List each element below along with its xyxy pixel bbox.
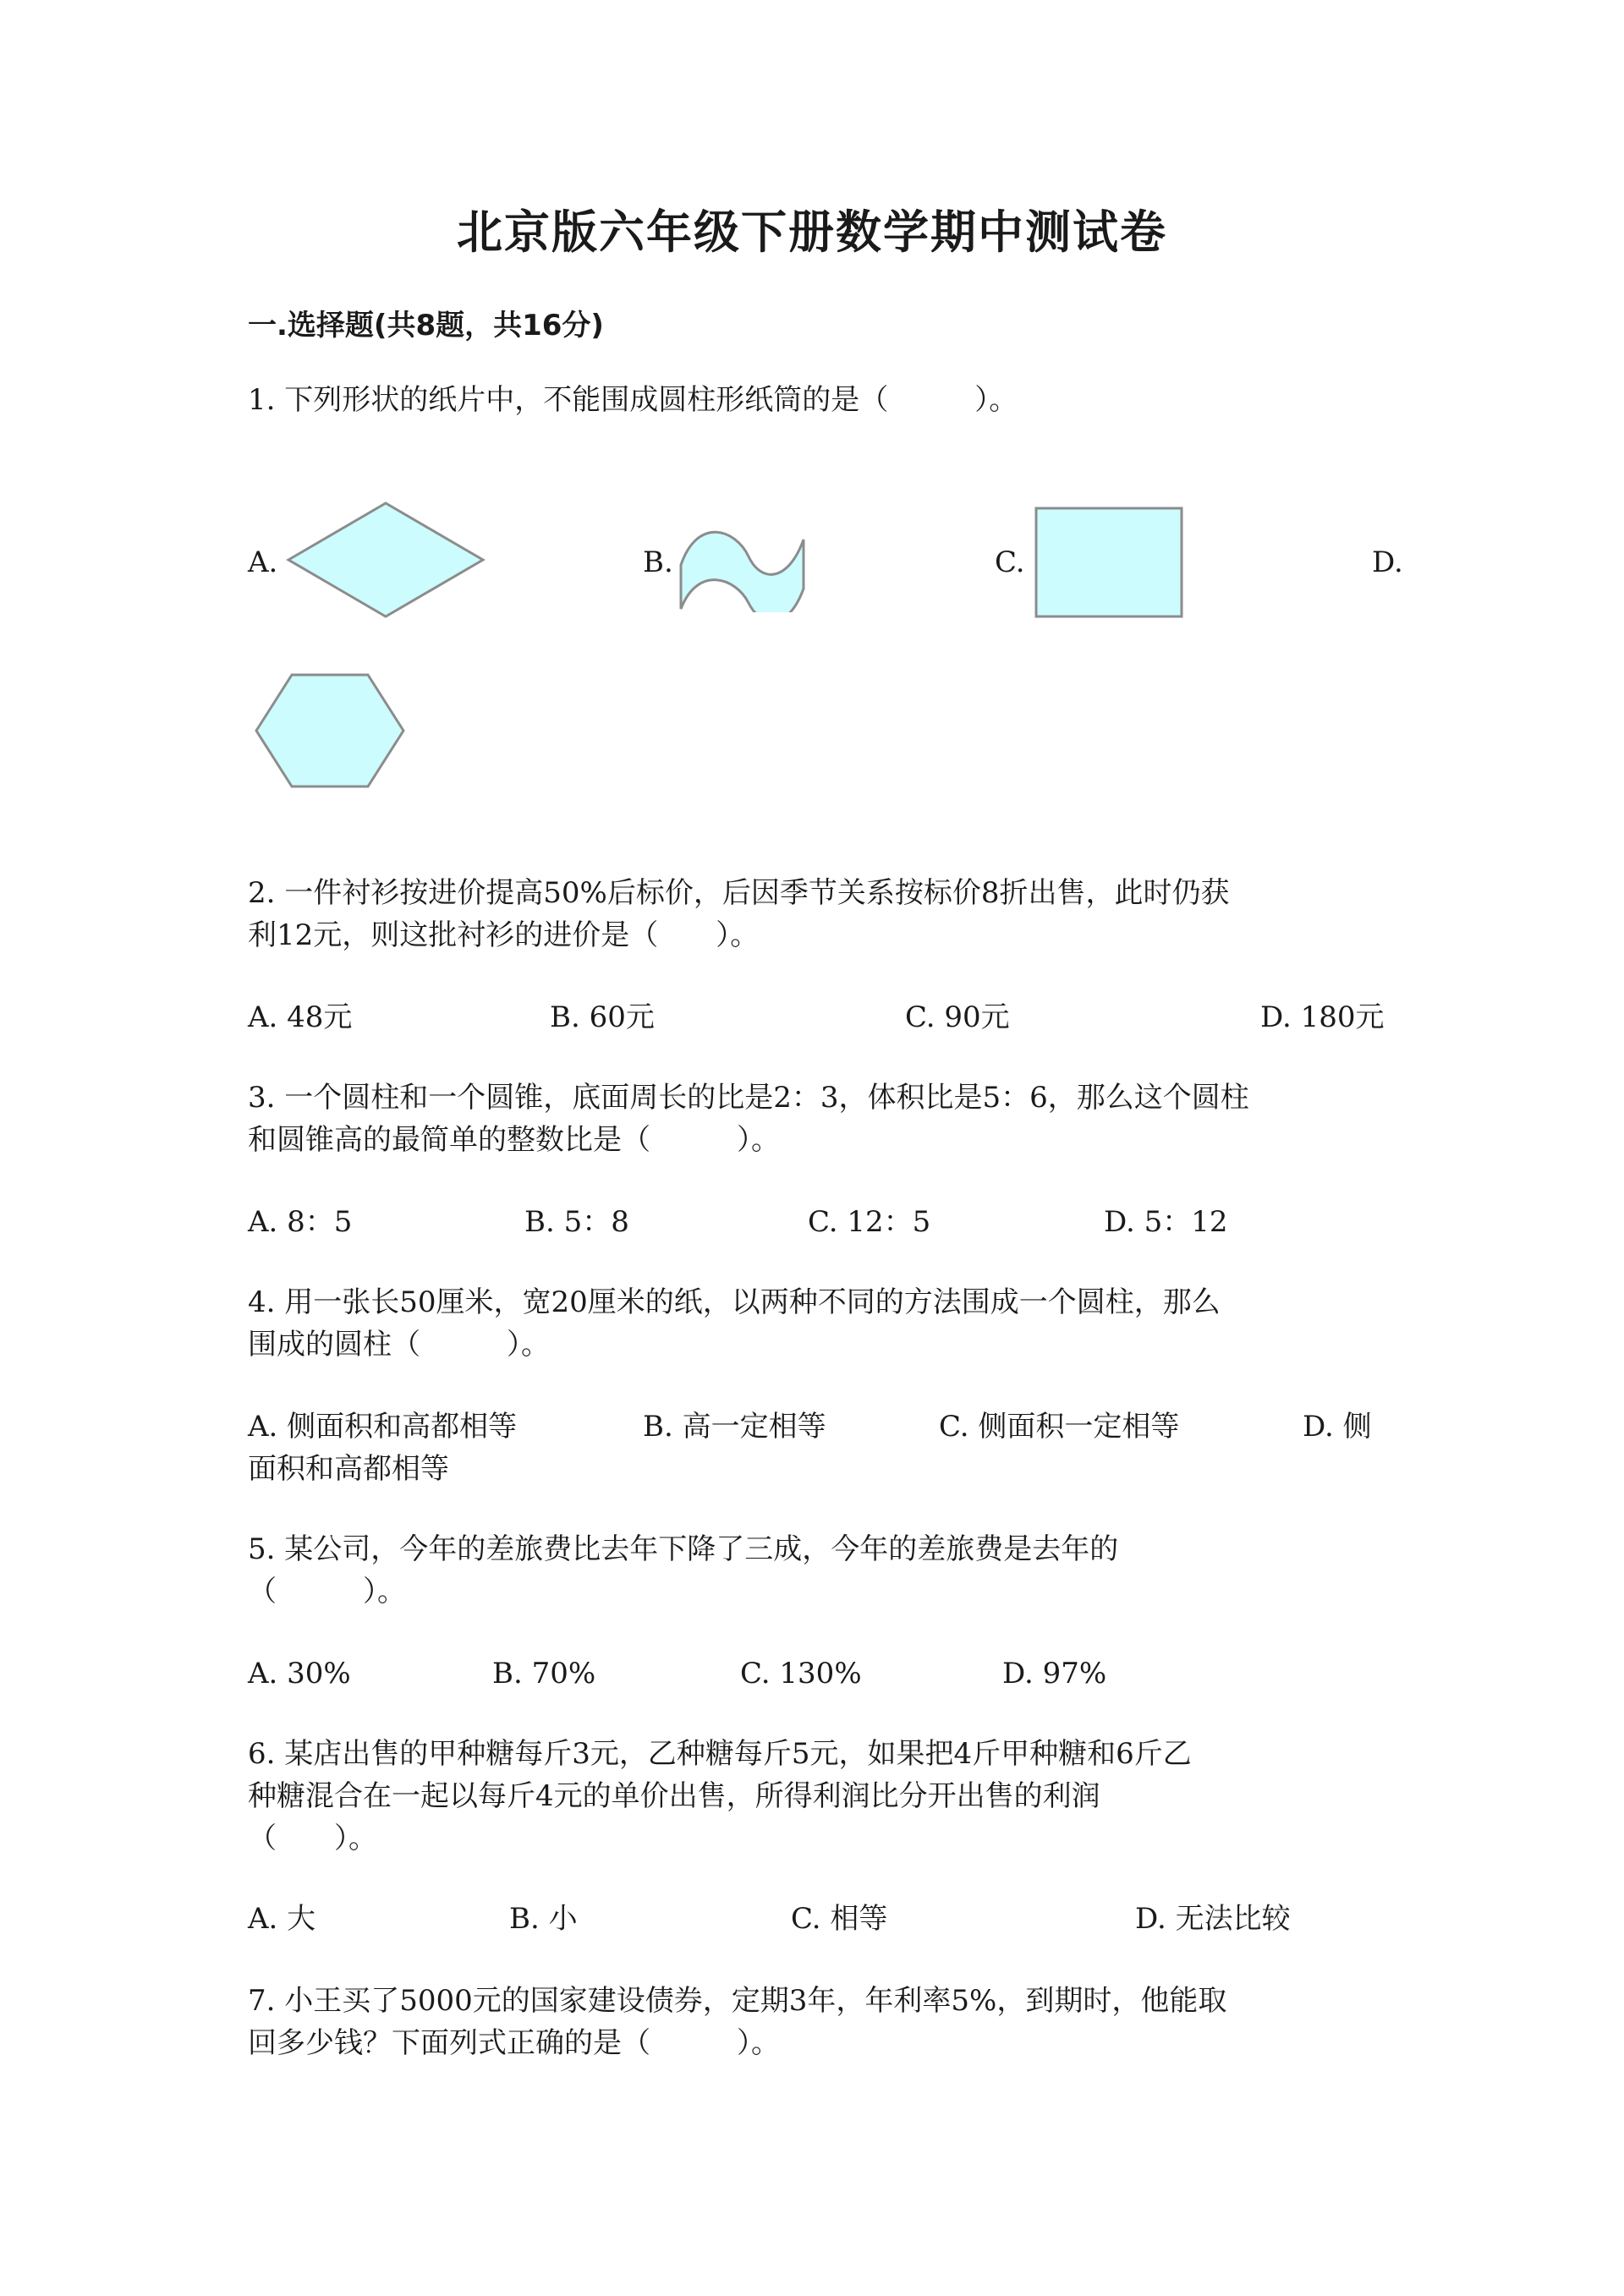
question-4-line-2: 围成的圆柱（ ）。: [248, 1328, 550, 1362]
q2-option-a: A. 48元: [248, 1000, 353, 1034]
q1-option-b: B.: [643, 545, 673, 579]
page-title: 北京版六年级下册数学期中测试卷: [457, 205, 1167, 259]
question-2-line-2: 利12元，则这批衬衫的进价是（ ）。: [248, 918, 760, 952]
q1-rectangle-shape: [1034, 506, 1184, 619]
q3-option-a: A. 8：5: [248, 1205, 353, 1239]
question-7-line-1: 7. 小王买了5000元的国家建设债券，定期3年，年利率5%，到期时，他能取: [248, 1984, 1227, 2018]
q6-option-c: C. 相等: [791, 1902, 888, 1936]
question-6-line-3: （ ）。: [248, 1822, 377, 1855]
q4-option-d: D. 侧: [1303, 1410, 1372, 1444]
question-3-line-1: 3. 一个圆柱和一个圆锥，底面周长的比是2：3，体积比是5：6，那么这个圆柱: [248, 1081, 1249, 1115]
q4-option-a: A. 侧面积和高都相等: [248, 1410, 518, 1444]
q4-option-b: B. 高一定相等: [643, 1410, 826, 1444]
q2-option-c: C. 90元: [905, 1000, 1010, 1034]
q2-option-d: D. 180元: [1260, 1000, 1385, 1034]
q6-option-d: D. 无法比较: [1135, 1902, 1291, 1936]
q6-option-b: B. 小: [509, 1902, 578, 1936]
q5-option-c: C. 130%: [740, 1657, 862, 1690]
question-6-line-2: 种糖混合在一起以每斤4元的单价出售，所得利润比分开出售的利润: [248, 1779, 1100, 1813]
q1-wave-shape: [677, 523, 809, 612]
question-5-line-2: （ ）。: [248, 1575, 406, 1608]
q1-option-d: D.: [1372, 545, 1403, 579]
question-7-line-2: 回多少钱？下面列式正确的是（ ）。: [248, 2026, 780, 2060]
q1-hexagon-shape: [254, 672, 406, 789]
q4-option-c: C. 侧面积一定相等: [939, 1410, 1180, 1444]
q2-option-b: B. 60元: [550, 1000, 655, 1034]
q4-option-d-continued: 面积和高都相等: [248, 1452, 449, 1486]
q3-option-c: C. 12：5: [808, 1205, 931, 1239]
q6-option-a: A. 大: [248, 1902, 316, 1936]
question-1-text: 1. 下列形状的纸片中，不能围成圆柱形纸筒的是（ ）。: [248, 383, 1018, 417]
question-3-line-2: 和圆锥高的最简单的整数比是（ ）。: [248, 1123, 780, 1157]
question-5-line-1: 5. 某公司，今年的差旅费比去年下降了三成，今年的差旅费是去年的: [248, 1532, 1119, 1566]
q3-option-d: D. 5：12: [1104, 1205, 1228, 1239]
q3-option-b: B. 5：8: [524, 1205, 629, 1239]
question-4-line-1: 4. 用一张长50厘米，宽20厘米的纸，以两种不同的方法围成一个圆柱，那么: [248, 1285, 1221, 1319]
section-heading: 一.选择题(共8题，共16分): [248, 309, 604, 342]
q5-option-d: D. 97%: [1002, 1657, 1107, 1690]
q5-option-a: A. 30%: [248, 1657, 351, 1690]
question-2-line-1: 2. 一件衬衫按进价提高50%后标价，后因季节关系按标价8折出售，此时仍获: [248, 876, 1230, 910]
q1-rhombus-shape: [286, 501, 486, 619]
q1-option-a: A.: [248, 545, 278, 579]
q5-option-b: B. 70%: [492, 1657, 596, 1690]
q1-option-c: C.: [995, 545, 1025, 579]
question-6-line-1: 6. 某店出售的甲种糖每斤3元，乙种糖每斤5元，如果把4斤甲种糖和6斤乙: [248, 1737, 1192, 1771]
